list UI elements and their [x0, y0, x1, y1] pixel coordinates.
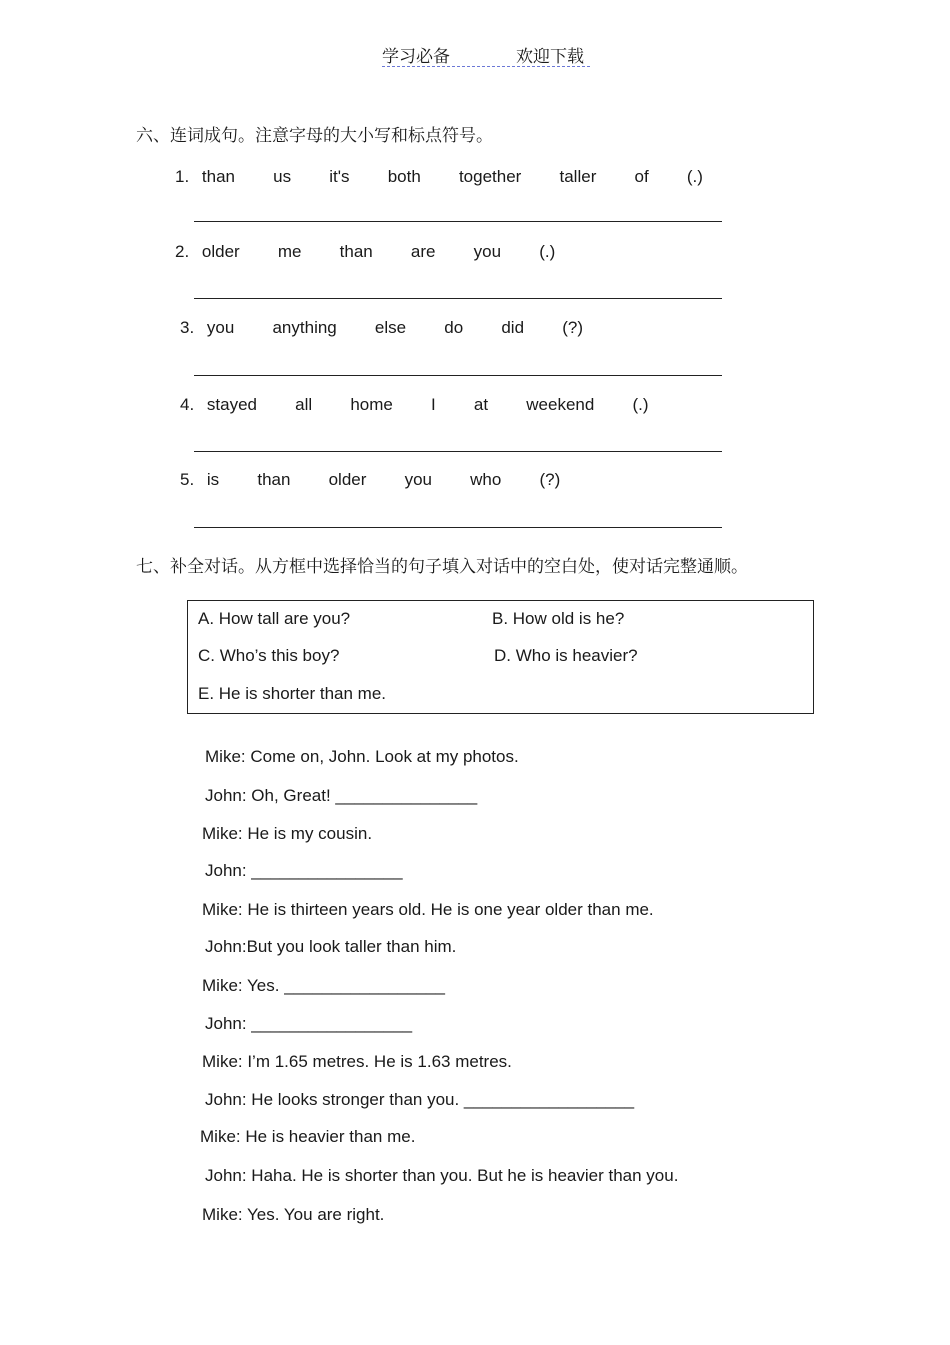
dialogue-line: John: He looks stronger than you. __________________ [205, 1090, 635, 1109]
answer-line-1 [194, 221, 722, 222]
answer-line-4 [194, 451, 722, 452]
question-1: 1. than us it's both together taller of (.) [175, 167, 703, 186]
dialogue-line: Mike: Yes. _________________ [202, 976, 445, 995]
option-a: A. How tall are you? [198, 609, 351, 628]
answer-line-5 [194, 527, 722, 528]
section-6-title: 六、连词成句。注意字母的大小写和标点符号。 [136, 126, 493, 146]
page-header [382, 42, 590, 67]
answer-line-3 [194, 375, 722, 376]
dialogue-line: Mike: I’m 1.65 metres. He is 1.63 metres. [202, 1052, 512, 1071]
section-7-title: 七、补全对话。从方框中选择恰当的句子填入对话中的空白处，使对话完整通顺。 [136, 557, 748, 577]
option-d: D. Who is heavier? [494, 646, 638, 665]
options-box [187, 600, 814, 714]
dialogue-line: John: _________________ [205, 1014, 413, 1033]
dialogue-line: Mike: He is my cousin. [202, 824, 373, 843]
dialogue-line: Mike: He is heavier than me. [200, 1127, 416, 1146]
dialogue-line: John:But you look taller than him. [205, 937, 457, 956]
question-4: 4. stayed all home I at weekend (.) [180, 395, 649, 414]
dialogue-line: Mike: Yes. You are right. [202, 1205, 385, 1224]
dialogue-line: Mike: He is thirteen years old. He is one year older than me. [202, 900, 654, 919]
dialogue-line: John: ________________ [205, 861, 403, 880]
question-2: 2. older me than are you (.) [175, 242, 556, 261]
dialogue-line: Mike: Come on, John. Look at my photos. [205, 747, 519, 766]
option-e: E. He is shorter than me. [198, 684, 387, 703]
dialogue-line: John: Oh, Great! _______________ [205, 786, 478, 805]
question-5: 5. is than older you who (?) [180, 470, 561, 489]
question-3: 3. you anything else do did (?) [180, 318, 583, 337]
option-c: C. Who’s this boy? [198, 646, 340, 665]
header-left-text: 学习必备 [382, 47, 450, 66]
header-right-text: 欢迎下载 [516, 47, 584, 66]
dialogue-line: John: Haha. He is shorter than you. But he is heavier than you. [205, 1166, 679, 1185]
answer-line-2 [194, 298, 722, 299]
option-b: B. How old is he? [492, 609, 625, 628]
